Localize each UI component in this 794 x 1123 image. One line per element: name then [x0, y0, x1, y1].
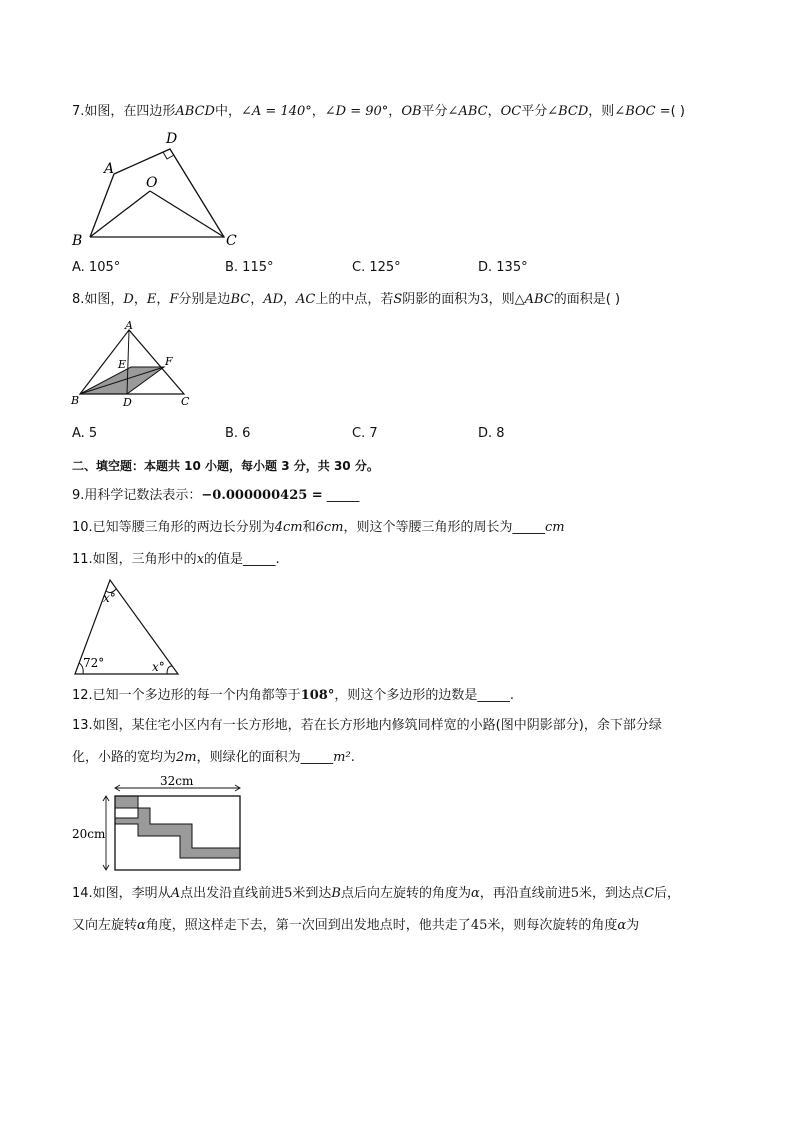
rectangle-path-figure — [70, 772, 245, 877]
label-C: C — [181, 395, 190, 408]
label-B: B — [71, 394, 80, 407]
label-top-angle: x° — [103, 591, 116, 605]
question-8-text: 8.如图，D，E，F分别是边BC，AD，AC上的中点，若S阴影的面积为3，则△ABC的面积是( ) — [72, 292, 621, 307]
q13-answer-blank[interactable]: _____ — [300, 750, 334, 765]
label-D: D — [166, 131, 178, 147]
label-A: A — [104, 161, 115, 177]
quadrilateral-figure — [70, 125, 250, 255]
question-11-text: 11.如图，三角形中的x的值是_____. — [72, 552, 280, 567]
triangle-angle-figure — [70, 575, 185, 680]
question-10-text: 10.已知等腰三角形的两边长分别为4cm和6cm，则这个等腰三角形的周长为_____cm — [72, 520, 565, 535]
question-14-line-1: 14.如图，李明从A点出发沿直线前进5米到达B点后向左旋转的角度为α，再沿直线前进5米，到达点C后， — [72, 886, 681, 901]
label-height: 20cm — [72, 827, 106, 841]
q11-answer-blank[interactable]: _____ — [243, 552, 276, 567]
q10-answer-blank[interactable]: _____ — [512, 520, 545, 535]
triangle-midpoint-figure — [70, 320, 200, 410]
question-7-text: 7.如图，在四边形ABCD中，∠A = 140°，∠D = 90°，OB平分∠ABC，OC平分∠BCD，则∠BOC =( ) — [72, 104, 685, 119]
label-right-angle: x° — [152, 660, 165, 674]
q8-option-c[interactable]: C. 7 — [352, 426, 378, 441]
q7-option-d[interactable]: D. 135° — [478, 260, 528, 275]
label-width: 32cm — [160, 774, 194, 788]
question-13-line-1: 13.如图，某住宅小区内有一长方形地，若在长方形地内修筑同样宽的小路(图中阴影部分)，余下部分绿 — [72, 718, 662, 733]
question-14-line-2: 又向左旋转α角度，照这样走下去，第一次回到出发地点时，他共走了45米，则每次旋转的角度α为 — [72, 918, 640, 933]
label-F: F — [165, 355, 173, 368]
q12-answer-blank[interactable]: _____ — [477, 688, 510, 703]
q9-answer-blank[interactable]: _____ — [326, 488, 360, 503]
question-9-text: 9.用科学记数法表示：−0.000000425 = _____ — [72, 488, 360, 503]
question-12-text: 12.已知一个多边形的每一个内角都等于108°，则这个多边形的边数是_____. — [72, 688, 514, 703]
label-O: O — [146, 175, 158, 191]
q8-option-b[interactable]: B. 6 — [225, 426, 251, 441]
label-left-angle: 72° — [83, 656, 105, 670]
label-B: B — [72, 233, 83, 249]
q7-option-b[interactable]: B. 115° — [225, 260, 274, 275]
label-D: D — [123, 396, 132, 409]
label-C: C — [226, 233, 237, 249]
label-E: E — [118, 358, 127, 371]
angle-arc-right — [167, 666, 172, 674]
shaded-path — [115, 796, 240, 858]
label-A: A — [125, 319, 133, 332]
segment-OC — [150, 191, 224, 237]
q7-option-a[interactable]: A. 105° — [72, 260, 121, 275]
section-2-heading: 二、填空题：本题共 10 小题，每小题 3 分，共 30 分。 — [72, 459, 379, 473]
q8-option-a[interactable]: A. 5 — [72, 426, 98, 441]
question-13-line-2: 化，小路的宽均为2m，则绿化的面积为_____m². — [72, 750, 355, 765]
q7-option-c[interactable]: C. 125° — [352, 260, 401, 275]
q8-option-d[interactable]: D. 8 — [478, 426, 505, 441]
